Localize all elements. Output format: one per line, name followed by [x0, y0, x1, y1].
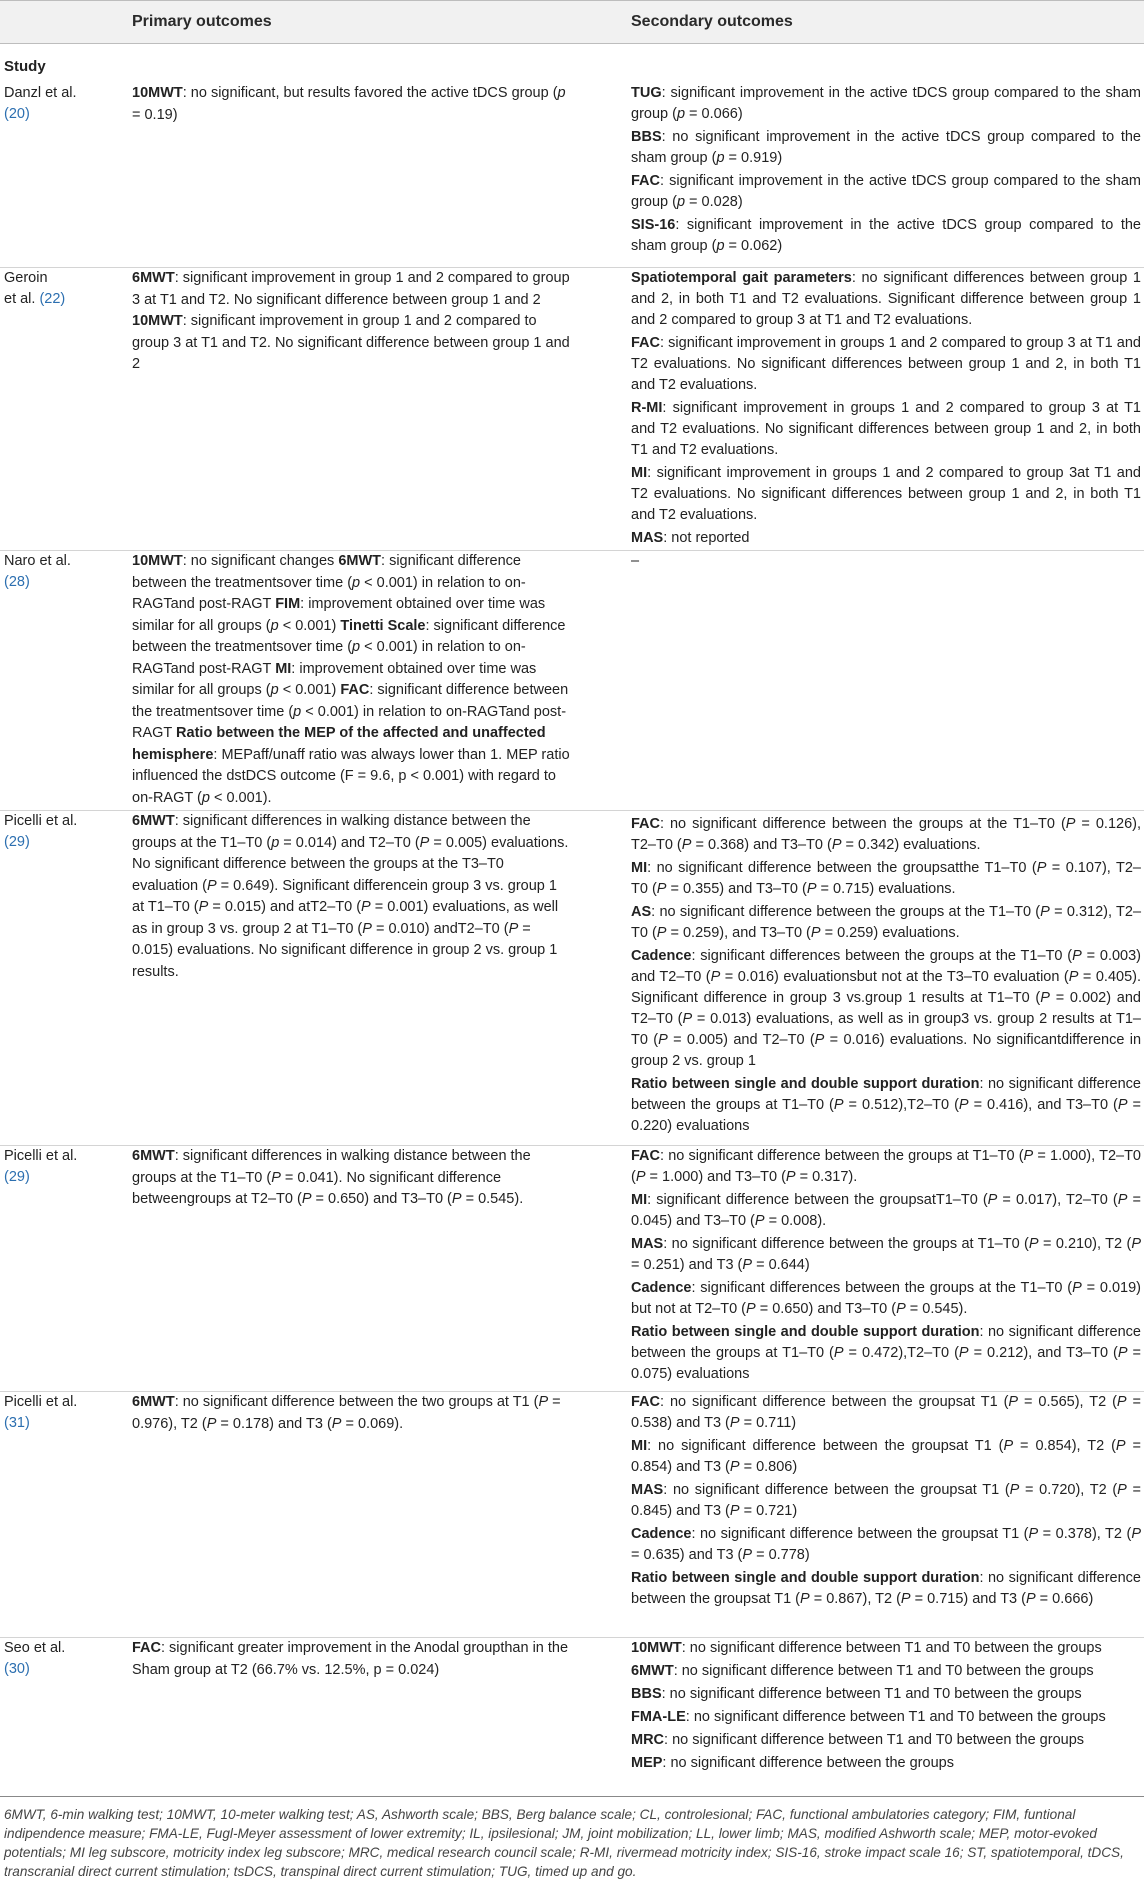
p-value-symbol: P — [710, 969, 721, 985]
secondary-outcome-entry: MI: no significant difference between the groupsatthe T1–T0 (P = 0.107), T2–T0 (P = 0.355) and T3–T0 (P = 0.715) evaluations. — [631, 860, 1141, 897]
secondary-outcome-entry: Spatiotemporal gait parameters: no significant differences between group 1 and 2, in both T1 and T2 evaluations. Significant difference between group 1 and 2 compared to group 3 at T1 and T2 evaluations. — [631, 270, 1141, 328]
outcome-measure-label: AS — [631, 904, 652, 920]
secondary-outcomes-cell — [631, 1392, 1141, 1612]
p-value-symbol: P — [658, 1032, 668, 1048]
p-value-symbol: P — [1028, 1236, 1039, 1252]
outcome-measure-label: 6MWT — [132, 1394, 175, 1410]
p-value-symbol: P — [1131, 1526, 1141, 1542]
p-value-symbol: P — [742, 1547, 753, 1563]
p-value-symbol: p — [716, 150, 725, 166]
p-value-symbol: P — [1116, 1394, 1127, 1410]
secondary-outcome-entry: FAC: significant improvement in groups 1 and 2 compared to group 3 at T1 and T2 evaluations. No significant differences between group 1 and 2, in both T1 and T2 evaluations. — [631, 335, 1141, 393]
outcome-measure-label: FIM — [275, 596, 301, 612]
p-value-symbol: P — [1068, 969, 1079, 985]
p-value-symbol: p — [270, 617, 279, 634]
outcome-measure-label: FAC — [631, 335, 660, 351]
table-footnote — [0, 1796, 1144, 1881]
p-value-symbol: P — [800, 1591, 810, 1607]
p-value-symbol: p — [676, 194, 686, 210]
p-value-symbol: p — [352, 574, 361, 591]
primary-outcomes-cell: 6MWT: significant differences in walking distance between the groups at the T1–T0 (p = 0.014) and T2–T0 (P = 0.005) evaluations. No significant difference between the groups at the T3–T0 evaluation (P = 0.649). Significant differencein group 3 vs. group 1 at T1–T0 (P = 0.015) and atT2–T0 (P = 0.001) evaluations, as well as in group 3 vs. group 2 at T1–T0 (P = 0.010) andT2–T0 (P = 0.015) evaluations. No significant difference in group 2 vs. group 1 results. — [132, 813, 569, 980]
abbreviations-text: 6MWT, 6-min walking test; 10MWT, 10-meter walking test; AS, Ashworth scale; BBS, Berg balance scale; CL, controlesional; FAC, functional ambulatories category; FIM, funtional indipendence measure; FMA-LE, Fugl-Meyer assessment of lower extremity; IL, ipsilesional; JM, joint mobilization; LL, lower limb; MAS, modified Ashworth scale; MEP, motor-evoked potentials; MI leg subscore, motricity index leg subscore; MRC, medical research council scale; R-MI, rivermead motricity index; SIS-16, stroke impact scale 16; ST, spatiotemporal, tDCS, transcranial direct current stimulation; tsDCS, transpinal direct current stimulation; TUG, timed up and go. — [4, 1807, 1124, 1879]
outcome-measure-label: 10MWT — [132, 85, 183, 101]
p-value-symbol: P — [206, 1415, 217, 1432]
secondary-outcome-entry: MI: no significant difference between the groupsat T1 (P = 0.854), T2 (P = 0.854) and T3 (P = 0.806) — [631, 1438, 1141, 1475]
outcome-measure-label: Ratio between single and double support duration — [631, 1570, 980, 1586]
outcome-measure-label: MI — [275, 660, 292, 677]
outcome-measure-label: Spatiotemporal gait parameters — [631, 270, 852, 286]
p-value-symbol: P — [806, 881, 817, 897]
p-value-symbol: P — [987, 1192, 998, 1208]
outcome-measure-label: FAC — [631, 173, 660, 189]
p-value-symbol: P — [271, 1169, 281, 1186]
p-value-symbol: P — [814, 1032, 825, 1048]
p-value-symbol: P — [508, 920, 519, 937]
secondary-outcome-entry: MAS: not reported — [631, 530, 750, 546]
p-value-symbol: P — [1115, 1438, 1126, 1454]
table-row — [0, 267, 1144, 546]
outcome-measure-label: 6MWT — [338, 553, 382, 569]
outcome-measure-label: FMA-LE — [631, 1709, 686, 1725]
outcome-measure-label: FAC — [132, 1640, 161, 1656]
p-value-symbol: P — [681, 837, 692, 853]
p-value-symbol: p — [271, 834, 280, 851]
study-cell — [4, 83, 124, 125]
p-value-symbol: P — [361, 899, 371, 915]
secondary-outcome-entry: SIS-16: significant improvement in the active tDCS group compared to the sham group (p = 0.062) — [631, 217, 1141, 254]
outcome-measure-label: 10MWT — [631, 1640, 682, 1656]
secondary-outcome-entry: FMA-LE: no significant difference between T1 and T0 between the groups — [631, 1709, 1106, 1725]
p-value-symbol: P — [746, 1301, 756, 1317]
p-value-symbol: P — [1003, 1438, 1014, 1454]
study-cell — [4, 1638, 124, 1680]
study-reference-link[interactable]: (31) — [4, 1415, 30, 1431]
p-value-symbol: P — [958, 1097, 969, 1113]
table-row — [0, 1145, 1144, 1382]
secondary-outcome-entry: BBS: no significant difference between T1 and T0 between the groups — [631, 1686, 1082, 1702]
p-value-symbol: P — [1117, 1097, 1128, 1113]
p-value-symbol: P — [682, 1011, 693, 1027]
study-reference-link[interactable]: (30) — [4, 1661, 30, 1677]
primary-outcomes-cell: 6MWT: no significant difference between the two groups at T1 (P = 0.976), T2 (P = 0.178) and T3 (P = 0.069). — [132, 1394, 561, 1432]
p-value-symbol: P — [742, 1257, 753, 1273]
outcome-measure-label: MRC — [631, 1732, 665, 1748]
outcome-measure-label: FAC — [340, 682, 370, 698]
table-row — [0, 550, 1144, 806]
outcome-measure-label: MI — [631, 465, 648, 481]
study-cell — [4, 811, 124, 853]
p-value-symbol: P — [198, 899, 209, 915]
outcome-measure-label: Ratio between the MEP of the affected and unaffected hemisphere — [132, 725, 546, 763]
p-value-symbol: P — [656, 925, 667, 941]
p-value-symbol: p — [201, 789, 210, 806]
primary-outcomes-cell: FAC: significant greater improvement in the Anodal groupthan in the Sham group at T2 (66.7% vs. 12.5%, p = 0.024) — [132, 1640, 569, 1678]
secondary-outcome-entry: MRC: no significant difference between T1 and T0 between the groups — [631, 1732, 1085, 1748]
p-value-symbol: P — [754, 1213, 765, 1229]
primary-outcomes-cell: 10MWT: no significant changes 6MWT: significant difference between the treatmentsover time (p < 0.001) in relation to on-RAGTand post-RAGT FIM: improvement obtained over time was similar for all groups (p < 0.001) Tinetti Scale: significant difference between the treatmentsover time (p < 0.001) in relation to on-RAGTand post-RAGT MI: improvement obtained over time was similar for all groups (p < 0.001) FAC: significant difference between the treatmentsover time (p < 0.001) in relation to on-RAGTand post-RAGT Ratio between the MEP of the affected and unaffected hemisphere: MEPaff/unaff ratio was always lower than 1. MEP ratio influenced the dstDCS outcome (F = 9.6, p < 0.001) with regard to on-RAGT (p < 0.001). — [132, 553, 570, 806]
study-reference-link[interactable]: (20) — [4, 106, 30, 122]
p-value-symbol: P — [831, 837, 842, 853]
p-value-symbol: P — [206, 877, 217, 894]
p-value-symbol: P — [1072, 948, 1082, 964]
outcome-measure-label: 6MWT — [132, 270, 175, 286]
study-cell — [4, 1146, 124, 1188]
p-value-symbol: P — [1028, 1526, 1039, 1542]
primary-outcomes-cell: 6MWT: significant differences in walking distance between the groups at the T1–T0 (P = 0.041). No significant difference betweengroups at T2–T0 (P = 0.650) and T3–T0 (P = 0.545). — [132, 1148, 531, 1207]
secondary-outcome-entry: MAS: no significant difference between the groups at T1–T0 (P = 0.210), T2 (P = 0.251) and T3 (P = 0.644) — [631, 1236, 1141, 1273]
study-column-header: Study — [4, 58, 46, 75]
p-value-symbol: P — [896, 1301, 906, 1317]
study-reference-link[interactable]: (28) — [4, 574, 30, 590]
study-cell — [4, 551, 124, 593]
p-value-symbol: P — [785, 1169, 796, 1185]
study-author: Seo et al. — [4, 1640, 66, 1656]
primary-outcomes-header: Primary outcomes — [132, 13, 272, 30]
outcome-measure-label: Cadence — [631, 948, 692, 964]
secondary-outcome-entry: Cadence: significant differences between the groups at the T1–T0 (P = 0.019) but not at T2–T0 (P = 0.650) and T3–T0 (P = 0.545). — [631, 1280, 1141, 1317]
outcome-measure-label: 6MWT — [132, 813, 175, 829]
secondary-outcome-entry: Cadence: no significant difference between the groupsat T1 (P = 0.378), T2 (P = 0.635) and T3 (P = 0.778) — [631, 1526, 1141, 1563]
outcome-measure-label: MAS — [631, 530, 664, 546]
secondary-outcome-entry: MAS: no significant difference between the groupsat T1 (P = 0.720), T2 (P = 0.845) and T3 (P = 0.721) — [631, 1482, 1141, 1519]
secondary-outcome-entry: BBS: no significant improvement in the active tDCS group compared to the sham group (p = 0.919) — [631, 129, 1141, 166]
p-value-symbol: p — [352, 639, 361, 655]
p-value-symbol: P — [656, 881, 667, 897]
outcome-measure-label: 6MWT — [631, 1663, 674, 1679]
outcome-measure-label: MI — [631, 860, 648, 876]
p-value-symbol: P — [1025, 1591, 1036, 1607]
outcome-measure-label: FAC — [631, 1148, 660, 1164]
study-author: Geroin — [4, 270, 48, 286]
secondary-outcome-entry: FAC: no significant difference between the groups at T1–T0 (P = 1.000), T2–T0 (P = 1.000) and T3–T0 (P = 0.317). — [631, 1148, 1141, 1185]
secondary-outcome-entry: AS: no significant difference between the groups at the T1–T0 (P = 0.312), T2–T0 (P = 0.259), and T3–T0 (P = 0.259) evaluations. — [631, 904, 1142, 941]
study-author: Danzl et al. — [4, 85, 77, 101]
primary-outcomes-cell: 10MWT: no significant, but results favored the active tDCS group (p = 0.19) — [132, 85, 566, 123]
p-value-symbol: P — [729, 1459, 740, 1475]
outcome-measure-label: BBS — [631, 1686, 662, 1702]
study-author: Naro et al. — [4, 553, 71, 569]
p-value-symbol: P — [331, 1415, 342, 1432]
outcome-measure-label: Tinetti Scale — [340, 617, 426, 634]
p-value-symbol: P — [301, 1191, 312, 1207]
outcome-measure-label: Cadence — [631, 1526, 692, 1542]
secondary-outcome-entry: TUG: significant improvement in the active tDCS group compared to the sham group (p = 0.066) — [631, 85, 1141, 122]
table-header — [0, 0, 1144, 44]
p-value-symbol: P — [419, 834, 430, 851]
p-value-symbol: P — [1036, 860, 1047, 876]
p-value-symbol: P — [1023, 1148, 1034, 1164]
p-value-symbol: P — [635, 1169, 646, 1185]
secondary-outcomes-cell — [631, 268, 1141, 551]
p-value-symbol: P — [1131, 1236, 1141, 1252]
p-value-symbol: P — [362, 920, 372, 937]
secondary-outcomes-cell — [631, 1146, 1141, 1387]
secondary-outcome-entry: FAC: no significant difference between the groups at the T1–T0 (P = 0.126), T2–T0 (P = 0.368) and T3–T0 (P = 0.342) evaluations. — [631, 816, 1142, 853]
secondary-outcome-entry: MEP: no significant difference between the groups — [631, 1755, 954, 1771]
secondary-outcomes-cell — [631, 1638, 1141, 1776]
secondary-outcome-entry: 10MWT: no significant difference between T1 and T0 between the groups — [631, 1640, 1102, 1656]
secondary-outcome-entry: – — [631, 553, 640, 569]
p-value-symbol: P — [1065, 816, 1076, 832]
secondary-outcome-entry: FAC: no significant difference between the groupsat T1 (P = 0.565), T2 (P = 0.538) and T3 (P = 0.711) — [631, 1394, 1141, 1431]
outcome-measure-label: Ratio between single and double support duration — [631, 1324, 980, 1340]
outcome-measure-label: 10MWT — [132, 313, 183, 329]
secondary-outcome-entry: FAC: significant improvement in the active tDCS group compared to the sham group (p = 0.028) — [631, 173, 1141, 210]
secondary-outcomes-cell — [631, 83, 1141, 259]
p-value-symbol: P — [1117, 1482, 1127, 1498]
p-value-symbol: P — [1072, 1280, 1082, 1296]
outcome-measure-label: BBS — [631, 129, 662, 145]
p-value-symbol: P — [1040, 990, 1050, 1006]
outcome-measure-label: MI — [631, 1192, 648, 1208]
p-value-symbol: P — [958, 1345, 969, 1361]
p-value-symbol: P — [1117, 1192, 1128, 1208]
outcome-measure-label: Ratio between single and double support duration — [631, 1076, 980, 1092]
p-value-symbol: P — [1117, 1345, 1128, 1361]
p-value-symbol: P — [538, 1394, 549, 1410]
table-row — [0, 1391, 1144, 1607]
study-author: Picelli et al. — [4, 813, 78, 829]
study-author: Picelli et al. — [4, 1394, 78, 1410]
outcome-measure-label: FAC — [631, 816, 660, 832]
p-value-symbol: P — [1008, 1394, 1019, 1410]
study-reference-link[interactable]: et al. (22) — [4, 291, 66, 307]
secondary-outcome-entry: Cadence: significant differences between the groups at the T1–T0 (P = 0.003) and T2–T0 (P = 0.016) evaluationsbut not at the T3–T0 evaluation (P = 0.405). Significant difference in group 3 vs.group 1 results at T1–T0 (P = 0.002) and T2–T0 (P = 0.013) evaluations, as well as in group3 vs. group 2 results at T1–T0 (P = 0.005) and T2–T0 (P = 0.016) evaluations. No significantdifference in group 2 vs. group 1 — [631, 948, 1142, 1069]
outcome-measure-label: SIS-16 — [631, 217, 676, 233]
outcome-measure-label: FAC — [631, 1394, 660, 1410]
outcome-measure-label: Cadence — [631, 1280, 692, 1296]
secondary-outcome-entry: 6MWT: no significant difference between T1 and T0 between the groups — [631, 1663, 1094, 1679]
secondary-outcome-entry: MI: significant difference between the groupsatT1–T0 (P = 0.017), T2–T0 (P = 0.045) and T3–T0 (P = 0.008). — [631, 1192, 1141, 1229]
secondary-outcome-entry: MI: significant improvement in groups 1 and 2 compared to group 3at T1 and T2 evaluations. No significant differences between group 1 and 2, in both T1 and T2 evaluations. — [631, 465, 1141, 523]
p-value-symbol: p — [293, 703, 302, 720]
p-value-symbol: P — [900, 1591, 911, 1607]
study-author: Picelli et al. — [4, 1148, 78, 1164]
p-value-symbol: P — [729, 1503, 740, 1519]
p-value-symbol: p — [716, 238, 725, 254]
secondary-outcomes-cell — [631, 551, 1141, 574]
secondary-outcome-entry: R-MI: significant improvement in groups 1 and 2 compared to group 3 at T1 and T2 evaluations. No significant differences between group 1 and 2, in both T1 and T2 evaluations. — [631, 400, 1141, 458]
outcome-measure-label: 10MWT — [132, 553, 183, 569]
p-value-symbol: p — [270, 682, 279, 698]
secondary-outcome-entry: Ratio between single and double support duration: no significant difference between the groupsat T1 (P = 0.867), T2 (P = 0.715) and T3 (P = 0.666) — [631, 1570, 1141, 1607]
secondary-outcome-entry: Ratio between single and double support duration: no significant difference between the groups at T1–T0 (P = 0.512),T2–T0 (P = 0.416), and T3–T0 (P = 0.220) evaluations — [631, 1076, 1142, 1134]
outcome-measure-label: MAS — [631, 1236, 664, 1252]
p-value-symbol: P — [1040, 904, 1050, 920]
study-reference-link[interactable]: (29) — [4, 1169, 30, 1185]
p-value-symbol: P — [833, 1345, 844, 1361]
p-value-symbol: P — [729, 1415, 740, 1431]
study-cell — [4, 268, 124, 310]
p-value-symbol: P — [810, 925, 821, 941]
secondary-outcomes-header: Secondary outcomes — [631, 13, 793, 30]
secondary-outcomes-cell — [631, 814, 1141, 1139]
table-row — [0, 810, 1144, 1134]
outcome-measure-label: TUG — [631, 85, 662, 101]
outcome-measure-label: MEP — [631, 1755, 663, 1771]
primary-outcomes-cell: 6MWT: significant improvement in group 1 and 2 compared to group 3 at T1 and T2. No significant difference between group 1 and 2 10MWT: significant improvement in group 1 and 2 compared to group 3 at T1 and T2. No significant difference between group 1 and 2 — [132, 270, 570, 372]
p-value-symbol: p — [557, 85, 566, 101]
p-value-symbol: P — [833, 1097, 844, 1113]
outcome-measure-label: 6MWT — [132, 1148, 175, 1164]
p-value-symbol: P — [1009, 1482, 1020, 1498]
p-value-symbol: p — [676, 106, 686, 122]
study-reference-link[interactable]: (29) — [4, 834, 30, 850]
secondary-outcome-entry: Ratio between single and double support duration: no significant difference between the groups at T1–T0 (P = 0.472),T2–T0 (P = 0.212), and T3–T0 (P = 0.075) evaluations — [631, 1324, 1142, 1382]
outcome-measure-label: MI — [631, 1438, 648, 1454]
outcome-measure-label: MAS — [631, 1482, 664, 1498]
outcome-measure-label: R-MI — [631, 400, 663, 416]
p-value-symbol: P — [451, 1191, 462, 1207]
table-row — [0, 1637, 1144, 1771]
study-cell — [4, 1392, 124, 1434]
